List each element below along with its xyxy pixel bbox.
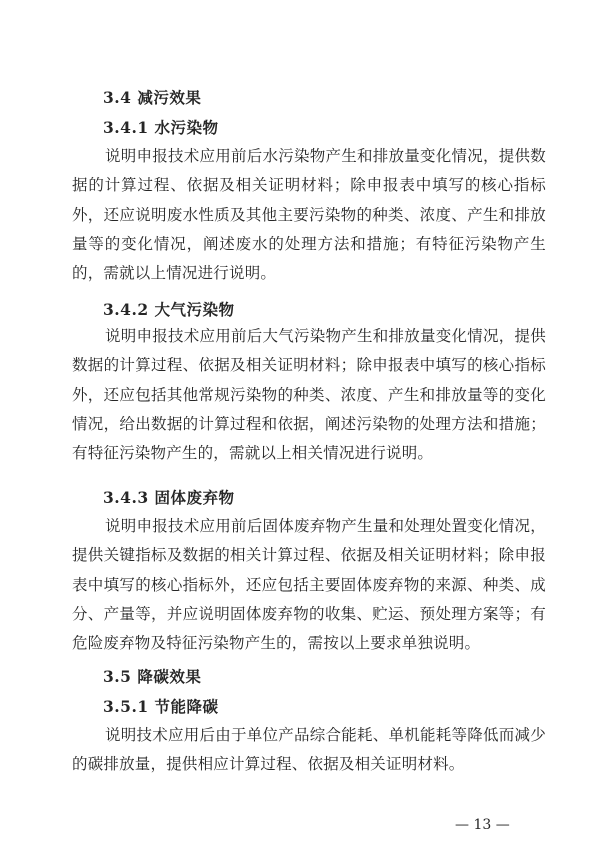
paragraph-water-pollutants: 说明申报技术应用前后水污染物产生和排放量变化情况，提供数据的计算过程、依据及相关证明材料；除申报表中填写的核心指标外，还应说明废水性质及其他主要污染物的种类、浓度、产生和排放量等的变化情况，阐述废水的处理方法和措施；有特征污染物产生的，需就以上情况进行说明。: [72, 147, 546, 283]
page-number: — 13 —: [455, 817, 510, 833]
paragraph-air-pollutants: 说明申报技术应用前后大气污染物产生和排放量变化情况，提供数据的计算过程、依据及相关证明材料；除申报表中填写的核心指标外，还应包括其他常规污染物的种类、浓度、产生和排放量等的变化情况，给出数据的计算过程和依据，阐述污染物的处理方法和措施；有特征污染物产生的，需就以上相关情况进行说明。: [72, 327, 546, 463]
paragraph-energy-saving: 说明技术应用后由于单位产品综合能耗、单机能耗等降低而减少的碳排放量，提供相应计算过程、依据及相关证明材料。: [72, 726, 546, 774]
section-heading-3-4-3: 3.4.3 固体废弃物: [103, 488, 235, 507]
section-heading-3-5: 3.5 降碳效果: [103, 667, 202, 686]
paragraph-solid-waste: 说明申报技术应用前后固体废弃物产生量和处理处置变化情况，提供关键指标及数据的相关计算过程、依据及相关证明材料；除申报表中填写的核心指标外，还应包括主要固体废弃物的来源、种类、成分、产量等，并应说明固体废弃物的收集、贮运、预处理方案等；有危险废弃物及特征污染物产生的，需按以上要求单独说明。: [72, 517, 546, 653]
section-heading-3-4-1: 3.4.1 水污染物: [103, 118, 219, 137]
section-heading-3-4: 3.4 减污效果: [103, 88, 202, 107]
section-heading-3-5-1: 3.5.1 节能降碳: [103, 697, 219, 716]
section-heading-3-4-2: 3.4.2 大气污染物: [103, 300, 235, 319]
